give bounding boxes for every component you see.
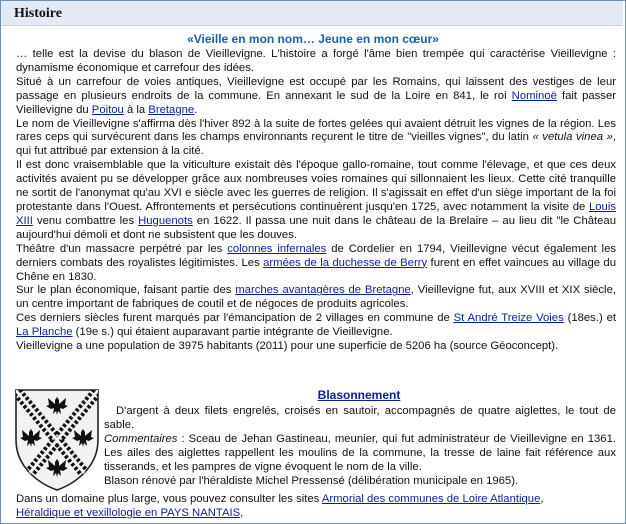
footer-links — [16, 492, 616, 520]
link-huguenots[interactable]: Huguenots — [138, 214, 193, 227]
text-span: Le nom de Vieillevigne s'affirma dès l'hiver 892 à la suite de fortes gelées qui avaient détruit les vignes de la région. Les rares ceps qui survécurent dans les champs environnants reçurent le titre de "vieilles vignes", du latin — [16, 117, 616, 144]
text-span: . — [194, 103, 198, 116]
text-span: : Sceau de Jehan Gastineau, meunier, qui fut administrateur de Vieillevigne en 1361. Les ailes des aiglettes rappellent les moulins de la commune, la tresse de laine fait référence aux tisserands, et les pampres de vigne évoquent le nom de la ville. — [104, 432, 616, 473]
coat-of-arms-icon — [14, 388, 100, 492]
history-paragraph-7 — [16, 312, 616, 340]
text-span: , Vieillevigne fut, aux XVIII et XIX siècle, un centre important de fabriques de coutil et de négoces de produits agricoles. — [16, 284, 616, 311]
link-marches-bretagne[interactable]: marches avantagères de Bretagne — [235, 284, 411, 297]
link-bretagne[interactable]: Bretagne — [148, 103, 195, 116]
link-poitou[interactable]: Poitou — [91, 103, 124, 116]
text-span: Il est donc vraisemblable que la viticulture existait dès l'époque gallo-romaine, tout comme l'élevage, et que ces deux activités avaient pu se développer grâce aux nombreuses voies romaines qui sillonnaient les lieux. Cette cité tranquille ne sortit de l'anonymat qu'au XVI e siècle avec les guerres de religion. Il s'agissait en effet d'un siège important de la foi protestante dans l'Ouest. Affrontements et persécutions continuèrent jusqu'en 1725, avec notamment la visite de — [16, 159, 616, 213]
history-paragraph-6 — [16, 284, 616, 312]
blason-comments — [104, 433, 616, 475]
comment-label: Commentaires — [104, 432, 178, 445]
link-armees-duchesse-berry[interactable]: armées de la duchesse de Berry — [263, 256, 428, 269]
text-span: Théâtre d'un massacre perpétré par les — [16, 242, 228, 255]
text-span: Ces derniers siècles furent marqués par l'émancipation de 2 villages en commune de — [16, 312, 454, 325]
history-paragraph-1: … telle est la devise du blason de Vieillevigne. L'histoire a forgé l'âme bien trempée qui caractérise Vieillevigne : dynamisme économique et carrefour des idées. — [16, 48, 616, 74]
history-paragraph-4 — [16, 159, 616, 242]
link-colonnes-infernales[interactable]: colonnes infernales — [227, 242, 327, 255]
text-span: Dans un domaine plus large, vous pouvez consulter les sites — [16, 493, 322, 505]
history-paragraph-5 — [16, 243, 616, 285]
history-paragraph-3 — [16, 118, 616, 160]
link-heraldique-pays-nantais[interactable]: Héraldique et vexillologie en PAYS NANTAIS — [16, 507, 241, 519]
text-span: de Cordelier en 1794, Vieillevigne vécut également les derniers combats des royalistes légitimistes. Les — [16, 242, 617, 269]
motto-heading: «Vieille en mon nom… Jeune en mon cœur» — [187, 32, 439, 46]
link-louis-xiii[interactable]: Louis XIII — [16, 200, 616, 227]
text-span: Situé à un carrefour de voies antiques, Vieillevigne est occupé par les Romains, qui laissent des vestiges de leur passage en plusieurs endroits de la commune. En annexant le sud de la Loire en 841, le roi — [16, 75, 616, 102]
text-span: , — [240, 507, 244, 519]
footer-line-2 — [16, 506, 616, 520]
text-span: Sur le plan économique, faisant partie des — [16, 284, 236, 297]
text-span: , qui fut attribué par extension à la cité. — [16, 131, 617, 158]
text-span: à la — [123, 103, 149, 116]
text-span: fait passer Vieillevigne du — [16, 89, 616, 116]
link-nominoe[interactable]: Nominoë — [511, 89, 557, 102]
link-st-andre-treize-voies[interactable]: St André Treize Voies — [453, 312, 564, 325]
history-text — [16, 48, 616, 354]
latin-phrase: « vetula vinea » — [532, 131, 613, 144]
blason-renewed: Blason rénové par l'héraldiste Michel Pressensé (délibération municipale en 1965). — [104, 474, 519, 487]
text-span: furent en effet vaincues au village du Chêne en 1830. — [16, 256, 616, 283]
footer-line-1 — [16, 492, 616, 506]
blason-description: D'argent à deux filets engrelés, croisés en sautoir, accompagnés de quatre aiglettes, le tout de sable. — [104, 405, 616, 431]
link-la-planche[interactable]: La Planche — [16, 326, 73, 339]
text-span: (19e s.) qui étaient auparavant partie intégrante de Vieillevigne. — [72, 326, 393, 339]
section-title: Histoire — [14, 6, 62, 21]
history-paragraph-8: Vieillevigne a une population de 3975 habitants (2011) pour une superficie de 5206 ha (source Géoconcept). — [16, 340, 559, 353]
text-span: en 1622. Il passa une nuit dans le château de la Brelaire – au lieu dit "le Château aujourd'hui démoli et dont ne subsistent que les douves. — [16, 214, 616, 241]
section-header — [1, 1, 623, 26]
blasonnement-link[interactable]: Blasonnement — [317, 388, 401, 402]
text-span: (18es.) et — [563, 312, 616, 325]
text-span: , — [540, 493, 544, 505]
history-paragraph-2 — [16, 76, 616, 118]
link-armorial-loire-atlantique[interactable]: Armorial des communes de Loire Atlantique — [321, 493, 541, 505]
text-span: venu combattre les — [32, 214, 139, 227]
blason-text — [104, 405, 616, 488]
